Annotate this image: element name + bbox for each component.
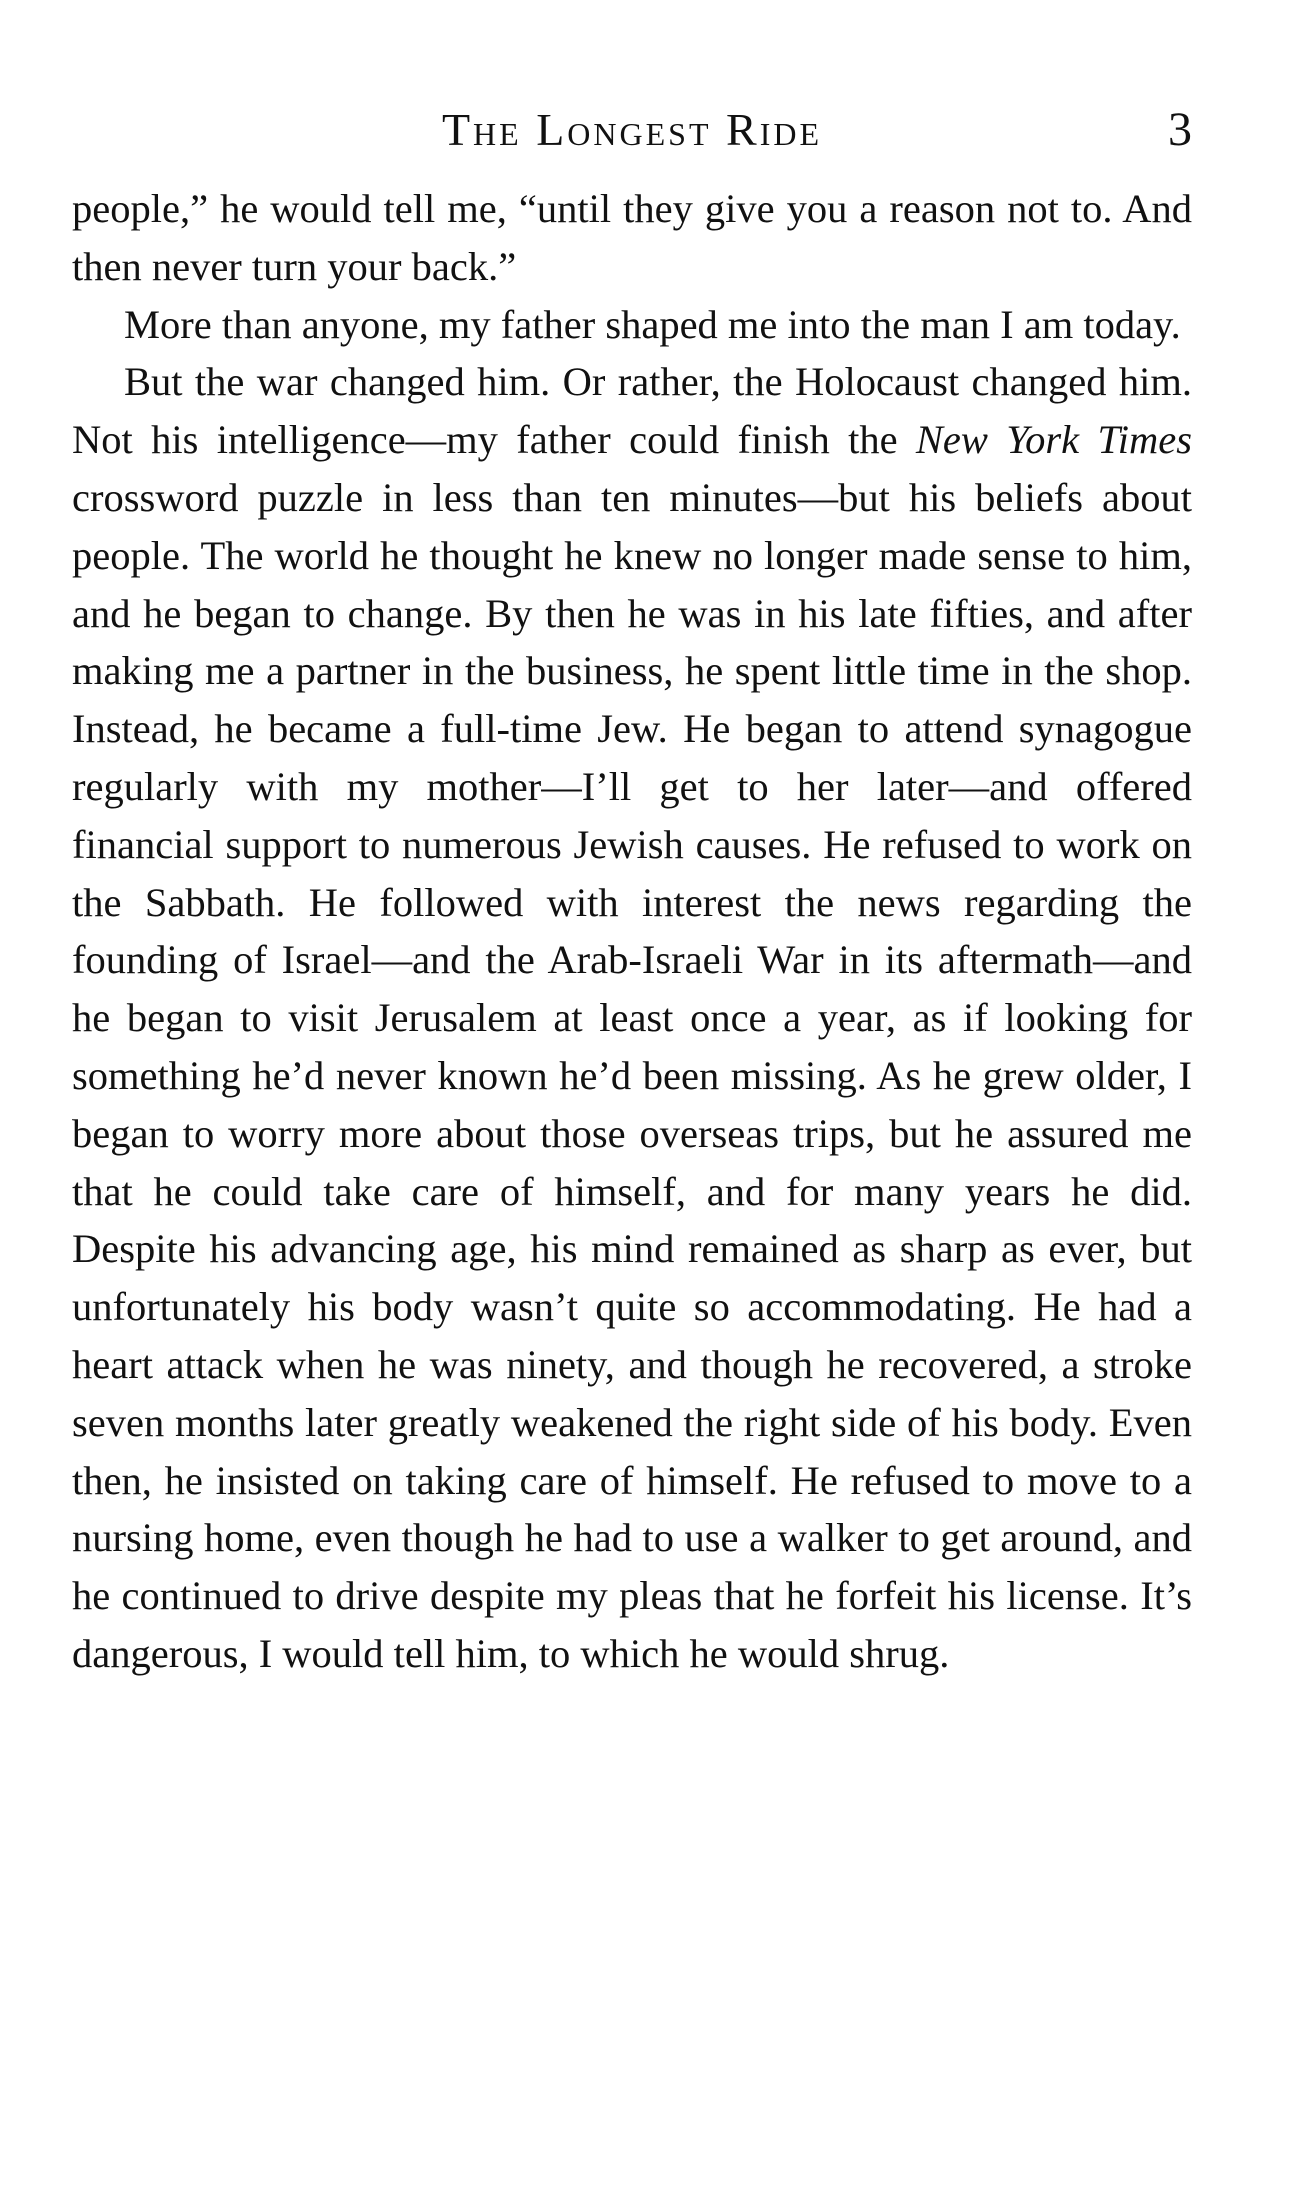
body-text: [72, 180, 1192, 1683]
italic-newspaper-title: New York Times: [915, 417, 1192, 463]
running-head: [72, 100, 1192, 170]
book-page: [72, 100, 1192, 1683]
paragraph-text-after-italic: crossword puzzle in less than ten minutes—but his beliefs about people. The world he thought he knew no longer made sense to him, and he began to change. By then he was in his late fifties, and after making me a partner in the business, he spent little time in the shop. Instead, he became a full-time Jew. He began to attend synagogue regularly with my mother—I’ll get to her later—and offered financial support to numerous Jewish causes. He refused to work on the Sabbath. He followed with interest the news regarding the founding of Israel—and the Arab-Israeli War in its aftermath—and he began to visit Jerusalem at least once a year, as if looking for something he’d never known he’d been missing. As he grew older, I began to worry more about those overseas trips, but he assured me that he could take care of himself, and for many years he did. Despite his advancing age, his mind remained as sharp as ever, but unfortunately his body wasn’t quite so accommodating. He had a heart attack when he was ninety, and though he recovered, a stroke seven months later greatly weakened the right side of his body. Even then, he insisted on taking care of himself. He refused to move to a nursing home, even though he had to use a walker to get around, and he continued to drive despite my pleas that he forfeit his license. It’s dangerous, I would tell him, to which he would shrug.: [72, 474, 1192, 1676]
paragraph-continuation: people,” he would tell me, “until they give you a reason not to. And then never turn your back.”: [72, 186, 1192, 289]
paragraph-father-shaped: More than anyone, my father shaped me into the man I am today.: [124, 301, 1181, 347]
paragraph-war-changed: [72, 353, 1192, 1682]
page-number: 3: [1168, 103, 1192, 156]
paragraph-text-before-italic: But the war changed him. Or rather, the Holocaust changed him. Not his intelligence—my father could finish the: [72, 359, 1192, 463]
book-title: The Longest Ride: [441, 104, 823, 155]
